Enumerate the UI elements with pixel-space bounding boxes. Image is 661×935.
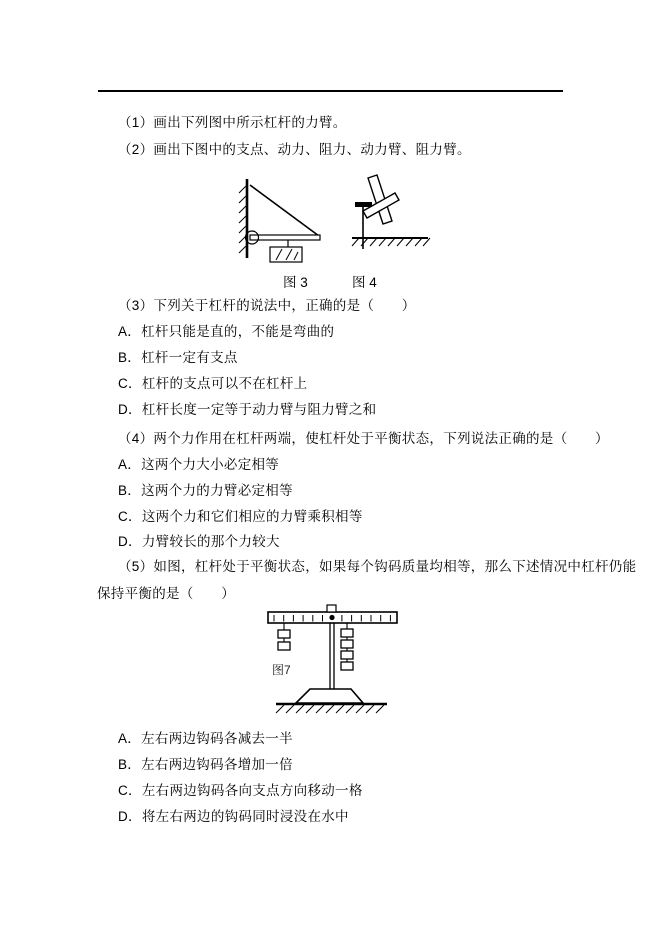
question-5-stem-line2: 保持平衡的是（ ）: [97, 586, 235, 601]
figure-wall-lever-and-pedal: [225, 168, 440, 268]
question-4-option-b: B．这两个力的力臂必定相等: [118, 483, 293, 498]
right-weights: [341, 623, 353, 670]
question-3-option-c: C．杠杆的支点可以不在杠杆上: [118, 376, 308, 391]
question-5-option-c: C．左右两边钩码各向支点方向移动一格: [118, 783, 363, 798]
figure-balance-scale: [255, 600, 405, 715]
figure4-foot-pedal-drawing: [352, 175, 430, 249]
figure4-caption: 图 4: [352, 275, 377, 290]
question-3-option-d: D．杠杆长度一定等于动力臂与阻力臂之和: [118, 402, 377, 417]
question-4-option-d: D．力臂较长的那个力较大: [118, 534, 280, 549]
question-5-option-d: D．将左右两边的钩码同时浸没在水中: [118, 809, 349, 824]
question-5-option-b: B．左右两边钩码各增加一倍: [118, 757, 293, 772]
question-5-stem-line1: （5）如图，杠杆处于平衡状态，如果每个钩码质量均相等，那么下述情况中杠杆仍能: [118, 559, 637, 574]
figure3-caption: 图 3: [283, 275, 308, 290]
question-4-option-c: C．这两个力和它们相应的力臂乘积相等: [118, 509, 363, 524]
question-1-text: （1）画出下列图中所示杠杆的力臂。: [118, 115, 347, 130]
question-3-option-b: B．杠杆一定有支点: [118, 350, 238, 365]
header-divider-line: [98, 90, 563, 92]
question-3-stem: （3）下列关于杠杆的说法中，正确的是（ ）: [118, 298, 416, 313]
left-weights: [278, 623, 290, 650]
question-5-option-a: A．左右两边钩码各减去一半: [118, 731, 293, 746]
figure7-label: 图7: [272, 663, 291, 677]
figure3-wall-lever-drawing: [239, 179, 320, 262]
question-2-text: （2）画出下图中的支点、动力、阻力、动力臂、阻力臂。: [118, 142, 471, 157]
question-4-stem: （4）两个力作用在杠杆两端，使杠杆处于平衡状态，下列说法正确的是（ ）: [118, 431, 609, 446]
question-4-option-a: A．这两个力大小必定相等: [118, 457, 280, 472]
question-3-option-a: A．杠杆只能是直的，不能是弯曲的: [118, 324, 335, 339]
